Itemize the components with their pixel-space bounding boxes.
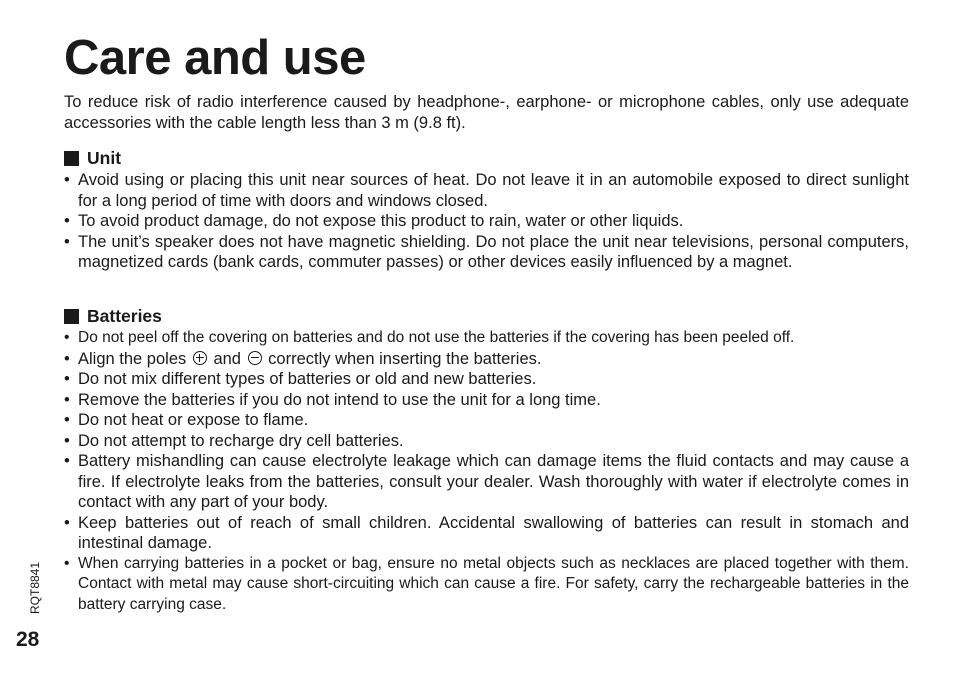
- list-item: • Do not attempt to recharge dry cell batteries.: [64, 431, 404, 450]
- page-title: Care and use: [64, 31, 366, 85]
- square-icon: [64, 151, 79, 166]
- bullet: •: [64, 349, 70, 368]
- minus-circle-icon: [248, 351, 262, 365]
- section-heading-unit: [64, 148, 909, 169]
- bullet: •: [64, 513, 70, 532]
- section-unit: [64, 148, 909, 273]
- list-item: • When carrying batteries in a pocket or bag, ensure no metal objects such as necklaces are placed together with them. Contact with metal may cause short-circuiting which can cause a fire. For safety, carry the rechargeable batteries in the battery carrying case.: [64, 554, 909, 613]
- intro-paragraph: To reduce risk of radio interference caused by headphone-, earphone- or microphone cables, only use adequate accessories with the cable length less than 3 m (9.8 ft).: [64, 93, 909, 132]
- section-batteries: [64, 306, 909, 615]
- square-icon: [64, 309, 79, 324]
- list-item: • The unit’s speaker does not have magnetic shielding. Do not place the unit near televisions, personal computers, magnetized cards (bank cards, commuter passes) or other devices easily influenced by a magnet.: [64, 232, 909, 271]
- page-number: 28: [16, 628, 40, 651]
- bullet: •: [64, 411, 70, 429]
- list-item: • Align the poles and correctly when inserting the batteries.: [64, 349, 542, 368]
- list-item: • Do not mix different types of batteries or old and new batteries.: [64, 370, 537, 388]
- document-code: RQT8841: [28, 561, 42, 614]
- bullet: •: [64, 554, 70, 572]
- bullet: •: [64, 329, 70, 346]
- bullet: •: [64, 171, 70, 189]
- list-item: • Battery mishandling can cause electrolyte leakage which can damage items the fluid contacts and may cause a fire. If electrolyte leaks from the batteries, consult your dealer. Wash thoroughly with water if electrolyte comes in contact with any part of your body.: [64, 452, 909, 511]
- list-item: • To avoid product damage, do not expose this product to rain, water or other liquids.: [64, 212, 684, 230]
- list-item: • Keep batteries out of reach of small children. Accidental swallowing of batteries can result in stomach and intestinal damage.: [64, 513, 909, 552]
- bullet: •: [64, 390, 70, 409]
- bullet: •: [64, 232, 70, 251]
- plus-circle-icon: [193, 351, 207, 365]
- bullet: •: [64, 212, 70, 230]
- unit-list: [64, 170, 909, 273]
- list-item: • Avoid using or placing this unit near sources of heat. Do not leave it in an automobile exposed to direct sunlight for a long period of time with doors and windows closed.: [64, 171, 909, 210]
- bullet: •: [64, 370, 70, 388]
- list-item: • Do not peel off the covering on batteries and do not use the batteries if the covering has been peeled off.: [64, 328, 909, 349]
- section-heading-label: Batteries: [87, 306, 162, 326]
- section-heading-label: Unit: [87, 148, 122, 168]
- section-heading-batteries: [64, 306, 909, 327]
- list-item: • Do not heat or expose to flame.: [64, 411, 309, 429]
- bullet: •: [64, 431, 70, 450]
- bullet: •: [64, 452, 70, 470]
- list-item: • Remove the batteries if you do not intend to use the unit for a long time.: [64, 390, 601, 409]
- batteries-list: [64, 328, 909, 615]
